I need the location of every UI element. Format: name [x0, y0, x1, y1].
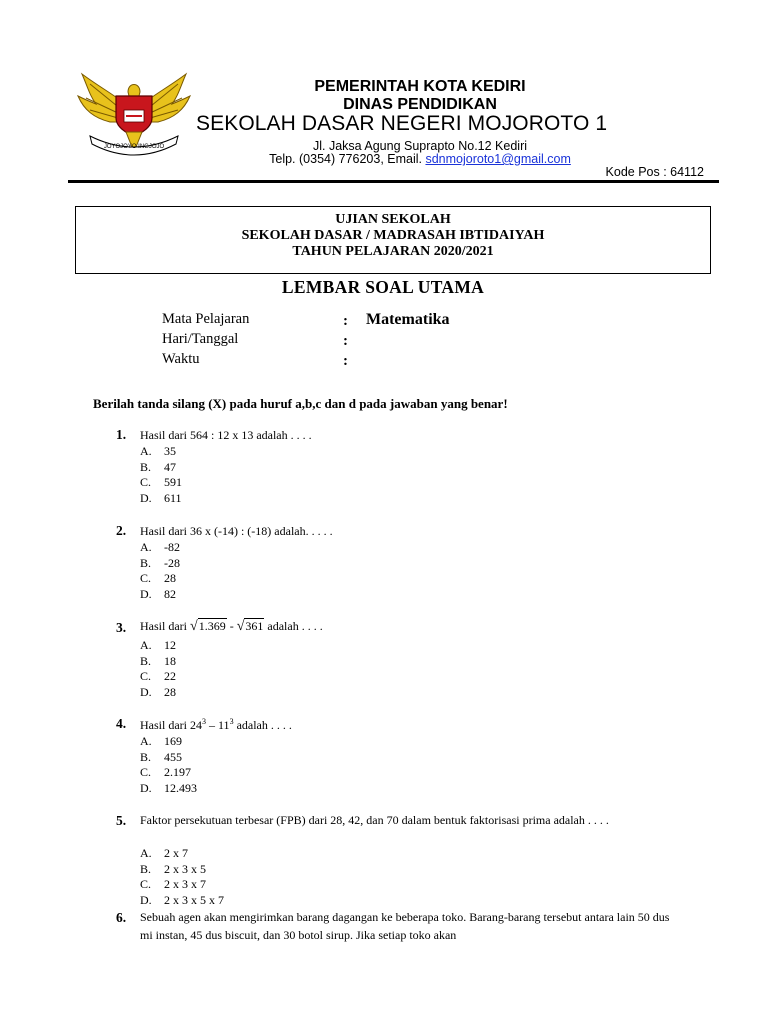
question-4-option-a-label[interactable]: A. [140, 734, 152, 748]
header-address: Jl. Jaksa Agung Suprapto No.12 Kediri [312, 139, 528, 153]
meta-subject-label: Mata Pelajaran [162, 311, 250, 327]
header-divider [68, 180, 719, 183]
question-3-number: 3. [116, 620, 127, 635]
question-4-option-d[interactable]: 12.493 [164, 781, 197, 795]
instruction-text: Berilah tanda silang (X) pada huruf a,b,c dan d pada jawaban yang benar! [93, 396, 508, 411]
header-school-name: SEKOLAH DASAR NEGERI MOJOROTO 1 [196, 112, 608, 135]
meta-time-colon: : [343, 353, 348, 369]
question-4-option-b-label[interactable]: B. [140, 750, 152, 764]
header-telephone: Telp. (0354) 776203, Email. [269, 152, 426, 166]
question-3-option-d-label[interactable]: D. [140, 685, 152, 699]
question-3-option-c-label[interactable]: C. [140, 669, 152, 683]
question-4-option-c-label[interactable]: C. [140, 765, 152, 779]
header-department: DINAS PENDIDIKAN [343, 96, 497, 113]
question-1-option-a-label[interactable]: A. [140, 444, 152, 458]
question-5-text: Faktor persekutuan terbesar (FPB) dari 28, 42, dan 70 dalam bentuk faktorisasi prima adalah . . . . [140, 813, 609, 827]
meta-date-label: Hari/Tanggal [162, 331, 239, 347]
question-4-option-a[interactable]: 169 [164, 734, 182, 748]
question-6-text: Sebuah agen akan mengirimkan barang dagangan ke beberapa toko. Barang-barang tersebut antara lain 50 dus mi instan, 45 dus biscuit, dan 30 botol sirup. Jika setiap toko akan [140, 910, 670, 942]
question-2-number: 2. [116, 523, 127, 538]
question-3-option-a-label[interactable]: A. [140, 638, 152, 652]
question-1-number: 1. [116, 427, 127, 442]
question-4-option-b[interactable]: 455 [164, 750, 182, 764]
question-1-option-b[interactable]: 47 [164, 460, 176, 474]
question-2-option-d[interactable]: 82 [164, 587, 176, 601]
meta-subject-value: Matematika [366, 311, 450, 328]
school-emblem-logo [76, 66, 192, 166]
question-3-prefix: Hasil dari [140, 619, 190, 633]
question-5-option-a[interactable]: 2 x 7 [164, 846, 188, 860]
question-1-text: Hasil dari 564 : 12 x 13 adalah . . . . [140, 428, 312, 442]
question-5-option-d-label[interactable]: D. [140, 893, 152, 907]
emblem-motto: JOYOJOYO INGJOJO [103, 144, 165, 150]
question-2-option-c-label[interactable]: C. [140, 571, 152, 585]
question-2-option-d-label[interactable]: D. [140, 587, 152, 601]
question-1-option-c[interactable]: 591 [164, 475, 182, 489]
exam-title-line2: SEKOLAH DASAR / MADRASAH IBTIDAIYAH [241, 228, 545, 243]
question-1-option-d[interactable]: 611 [164, 491, 182, 505]
exam-title-line1: UJIAN SEKOLAH [335, 212, 451, 227]
sqrt-1-369: √1.369 [190, 619, 226, 634]
question-2-option-b[interactable]: -28 [164, 556, 180, 570]
question-4-text: Hasil dari $24^3 - 11^3$ adalah . . . . [140, 717, 292, 732]
question-1-option-b-label[interactable]: B. [140, 460, 152, 474]
question-2-option-a[interactable]: -82 [164, 540, 180, 554]
question-3-text: Hasil dari √1.369 - √361 adalah . . . . [140, 619, 323, 634]
question-3-option-a[interactable]: 12 [164, 638, 176, 652]
sqrt-361: √361 [236, 619, 264, 634]
question-3-option-b[interactable]: 18 [164, 654, 176, 668]
sqrt-icon: √ [190, 619, 198, 634]
question-2-option-c[interactable]: 28 [164, 571, 176, 585]
question-4-option-d-label[interactable]: D. [140, 781, 152, 795]
question-5-number: 5. [116, 813, 127, 828]
question-1-option-c-label[interactable]: C. [140, 475, 152, 489]
question-5-option-c[interactable]: 2 x 3 x 7 [164, 877, 206, 891]
header-government: PEMERINTAH KOTA KEDIRI [314, 78, 526, 95]
question-3-option-d[interactable]: 28 [164, 685, 176, 699]
sqrt-icon: √ [236, 619, 245, 634]
question-4-option-c[interactable]: 2.197 [164, 765, 191, 779]
question-5-option-a-label[interactable]: A. [140, 846, 152, 860]
meta-date-colon: : [343, 333, 348, 349]
header-email-link[interactable]: sdnmojoroto1@gmail.com [425, 152, 571, 166]
question-3-option-c[interactable]: 22 [164, 669, 176, 683]
question-5-option-b-label[interactable]: B. [140, 862, 152, 876]
sheet-title: LEMBAR SOAL UTAMA [281, 277, 485, 297]
question-6-number: 6. [116, 910, 127, 925]
exam-title-line3: TAHUN PELAJARAN 2020/2021 [292, 244, 494, 259]
question-5-option-c-label[interactable]: C. [140, 877, 152, 891]
question-2-option-b-label[interactable]: B. [140, 556, 152, 570]
question-1-option-d-label[interactable]: D. [140, 491, 152, 505]
meta-subject-colon: : [343, 313, 348, 329]
meta-time-label: Waktu [162, 351, 200, 367]
question-4-number: 4. [116, 716, 127, 731]
question-2-text: Hasil dari 36 x (-14) : (-18) adalah. . . . . [140, 524, 333, 538]
question-2-option-a-label[interactable]: A. [140, 540, 152, 554]
question-5-option-d[interactable]: 2 x 3 x 5 x 7 [164, 893, 224, 907]
question-3-option-b-label[interactable]: B. [140, 654, 152, 668]
header-contact [180, 152, 660, 166]
question-5-option-b[interactable]: 2 x 3 x 5 [164, 862, 206, 876]
header-postal-code: Kode Pos : 64112 [605, 165, 704, 179]
question-1-option-a[interactable]: 35 [164, 444, 176, 458]
